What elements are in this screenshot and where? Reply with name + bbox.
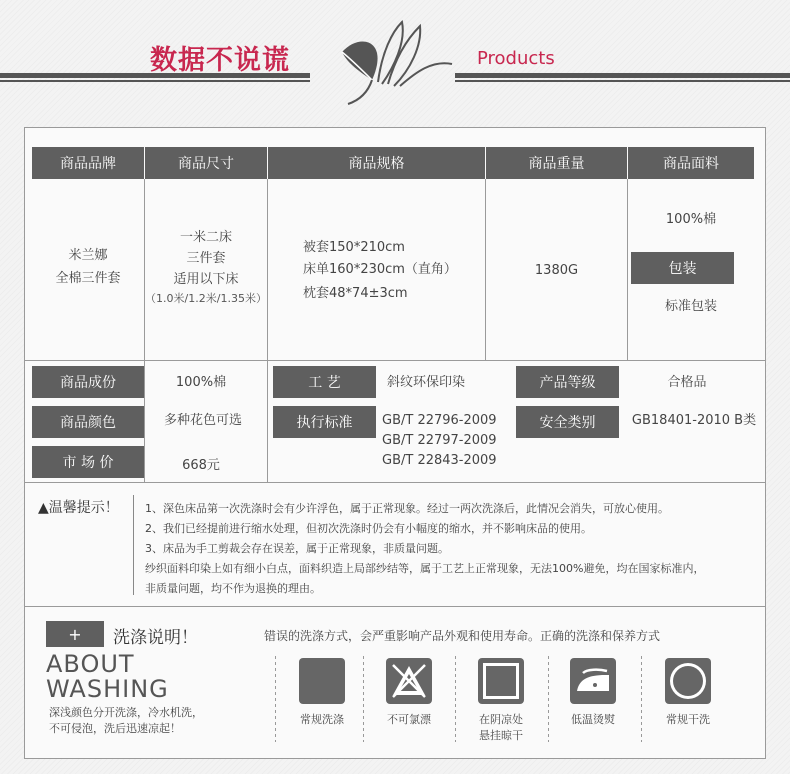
header-fabric: 商品面料 bbox=[628, 147, 754, 179]
spec-line: 被套150*210cm bbox=[303, 240, 405, 255]
tip-line: 1、深色床品第一次洗涤时会有少许浮色，属于正常现象。经过一两次洗涤后，此情况会消失，可放心使用。 bbox=[145, 502, 669, 515]
tips-divider bbox=[133, 495, 134, 595]
washing-description: 错误的洗涤方式，会严重影响产品外观和使用寿命。正确的洗涤和保养方式 bbox=[264, 629, 661, 643]
about-heading-line1: ABOUT bbox=[46, 650, 135, 678]
icon-divider bbox=[548, 656, 549, 742]
wash-icon-label: 常规洗涤 bbox=[300, 713, 344, 726]
craft-value: 斜纹环保印染 bbox=[387, 375, 466, 390]
grid-line bbox=[267, 179, 268, 360]
icon-divider bbox=[455, 656, 456, 742]
washing-note-line2: 不可侵泡，洗后迅速凉起！ bbox=[49, 722, 181, 735]
washing-title: 洗涤说明！ bbox=[113, 628, 198, 648]
color-value: 多种花色可选 bbox=[163, 413, 242, 428]
header-rule-right bbox=[455, 73, 790, 78]
price-value: 668元 bbox=[182, 458, 220, 473]
shade-dry-icon bbox=[477, 657, 525, 705]
header-size: 商品尺寸 bbox=[145, 147, 267, 179]
leaf-logo-icon bbox=[320, 12, 460, 107]
about-heading-line2: WASHING bbox=[46, 675, 169, 703]
size-line: 一米二床 bbox=[179, 230, 232, 245]
grade-label: 产品等级 bbox=[516, 366, 619, 398]
header-rule-right-thin bbox=[455, 80, 790, 82]
page-subtitle: Products bbox=[477, 48, 555, 69]
tips-title: ▲温馨提示！ bbox=[38, 500, 119, 516]
standard-value: GB/T 22843-2009 bbox=[382, 453, 497, 468]
packaging-value: 标准包装 bbox=[664, 299, 717, 314]
brand-name: 米兰娜 bbox=[68, 248, 108, 263]
grid-line bbox=[267, 360, 268, 482]
tip-line: 纱织面料印染上如有细小白点，面料织造上局部纱结等，属于工艺上正常现象，无法100%避免，均在国家标准内， bbox=[145, 562, 705, 575]
safety-value: GB18401-2010 B类 bbox=[631, 413, 757, 428]
iron-icon bbox=[569, 657, 617, 705]
page-title: 数据不说谎 bbox=[150, 45, 290, 76]
dry-clean-icon-label: 常规干洗 bbox=[666, 713, 710, 726]
washing-badge-tail bbox=[88, 621, 104, 647]
shade-dry-label-text: 在阴凉处 悬挂晾干 bbox=[479, 713, 523, 742]
header-rule-left-thin bbox=[0, 80, 310, 82]
standard-value: GB/T 22796-2009 bbox=[382, 413, 497, 428]
washing-note-line1: 深浅颜色分开洗涤，冷水机洗， bbox=[49, 706, 203, 719]
color-label: 商品颜色 bbox=[32, 406, 144, 438]
washing-plus-badge: + bbox=[46, 621, 104, 647]
shade-dry-icon-label bbox=[461, 712, 541, 744]
standard-label: 执行标准 bbox=[273, 406, 376, 438]
brand-product: 全棉三件套 bbox=[55, 271, 121, 286]
icon-divider bbox=[363, 656, 364, 742]
size-line: 适用以下床 bbox=[173, 272, 239, 287]
tip-line: 3、床品为手工剪裁会存在误差，属于正常现象，非质量问题。 bbox=[145, 542, 449, 555]
spec-line: 床单160*230cm（直角） bbox=[303, 262, 457, 277]
header-weight: 商品重量 bbox=[486, 147, 627, 179]
iron-icon-label: 低温烫熨 bbox=[571, 713, 615, 726]
header-spec: 商品规格 bbox=[268, 147, 485, 179]
icon-divider bbox=[641, 656, 642, 742]
grid-line bbox=[627, 179, 628, 360]
size-line: 三件套 bbox=[186, 251, 226, 266]
tip-line: 2、我们已经提前进行缩水处理，但初次洗涤时仍会有小幅度的缩水，并不影响床品的使用。 bbox=[145, 522, 592, 535]
composition-value: 100%棉 bbox=[175, 375, 227, 390]
safety-label: 安全类别 bbox=[516, 406, 619, 438]
icon-divider bbox=[275, 656, 276, 742]
dry-clean-icon bbox=[664, 657, 712, 705]
weight-value: 1380G bbox=[534, 263, 579, 278]
wash-icon bbox=[298, 657, 346, 705]
tip-line: 非质量问题，均不作为退换的理由。 bbox=[145, 582, 321, 595]
price-label: 市 场 价 bbox=[32, 446, 144, 478]
no-bleach-icon-label: 不可氯漂 bbox=[387, 713, 431, 726]
fabric-value: 100%棉 bbox=[665, 212, 717, 227]
grid-line bbox=[25, 482, 765, 483]
no-bleach-icon bbox=[385, 657, 433, 705]
size-line: （1.0米/1.2米/1.35米） bbox=[145, 292, 267, 305]
standard-value: GB/T 22797-2009 bbox=[382, 433, 497, 448]
craft-label: 工 艺 bbox=[273, 366, 376, 398]
spec-line: 枕套48*74±3cm bbox=[303, 286, 408, 301]
grade-value: 合格品 bbox=[667, 375, 707, 390]
header-brand: 商品品牌 bbox=[32, 147, 144, 179]
packaging-label: 包装 bbox=[631, 252, 734, 284]
composition-label: 商品成份 bbox=[32, 366, 144, 398]
section-divider bbox=[25, 606, 765, 607]
grid-line bbox=[25, 360, 765, 361]
